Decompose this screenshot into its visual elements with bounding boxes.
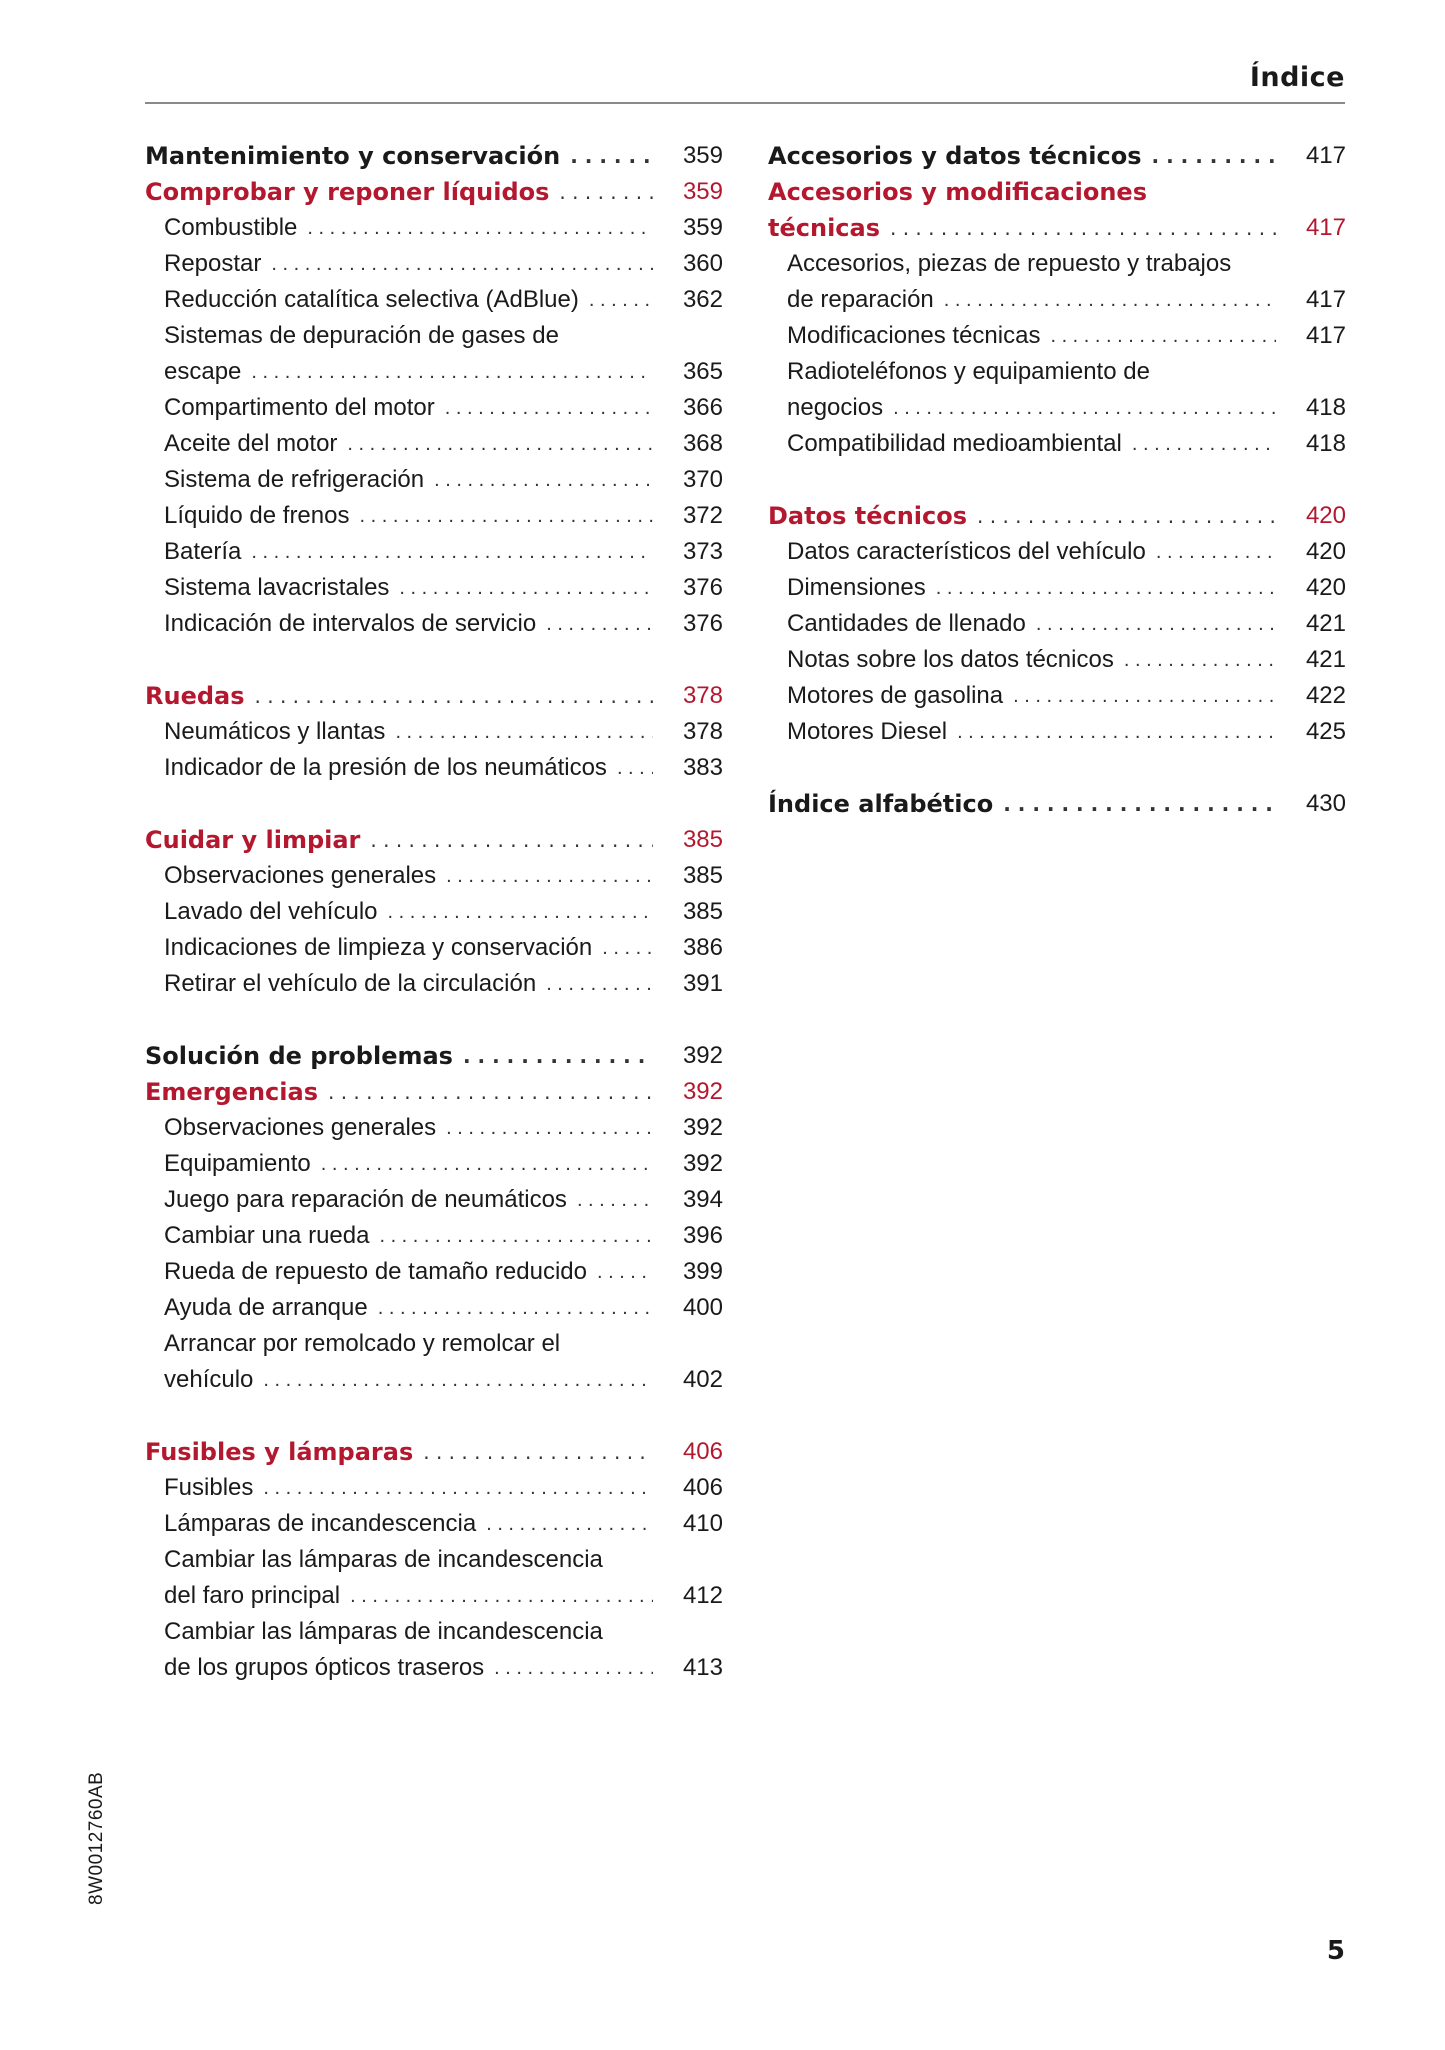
toc-entry-wrapped[interactable]: Radioteléfonos y equipamiento de negocios . . . 418 bbox=[768, 354, 1346, 426]
toc-section[interactable]: Comprobar y reponer líquidos . . . 359 bbox=[145, 174, 723, 210]
dot-leader bbox=[434, 462, 653, 498]
toc-left-column bbox=[145, 138, 723, 1686]
dot-leader bbox=[577, 1182, 653, 1218]
dot-leader bbox=[347, 426, 653, 462]
toc-entry[interactable]: Indicación de intervalos de servicio . . . 376 bbox=[145, 606, 723, 642]
toc-entry[interactable]: Compartimento del motor . . . 366 bbox=[145, 390, 723, 426]
dot-leader bbox=[546, 606, 653, 642]
dot-leader bbox=[1003, 786, 1276, 822]
toc-entry[interactable]: Cantidades de llenado . . . 421 bbox=[768, 606, 1346, 642]
dot-leader bbox=[328, 1074, 653, 1110]
toc-section[interactable]: Fusibles y lámparas . . . 406 bbox=[145, 1434, 723, 1470]
toc-section[interactable]: Ruedas . . . 378 bbox=[145, 678, 723, 714]
toc-section[interactable]: Datos técnicos . . . 420 bbox=[768, 498, 1346, 534]
dot-leader bbox=[1124, 642, 1276, 678]
toc-entry[interactable]: Observaciones generales . . . 392 bbox=[145, 1110, 723, 1146]
toc-section[interactable]: Emergencias . . . 392 bbox=[145, 1074, 723, 1110]
toc-entry[interactable]: Dimensiones . . . 420 bbox=[768, 570, 1346, 606]
dot-leader bbox=[494, 1650, 653, 1686]
toc-entry[interactable]: Sistema lavacristales . . . 376 bbox=[145, 570, 723, 606]
toc-entry[interactable]: Observaciones generales . . . 385 bbox=[145, 858, 723, 894]
dot-leader bbox=[486, 1506, 653, 1542]
dot-leader bbox=[936, 570, 1276, 606]
page-number: 5 bbox=[1326, 1936, 1345, 1966]
toc-entry-wrapped[interactable]: Accesorios, piezas de repuesto y trabajos de reparación . . . 417 bbox=[768, 246, 1346, 318]
toc-entry[interactable]: Repostar . . . 360 bbox=[145, 246, 723, 282]
toc-entry[interactable]: Equipamiento . . . 392 bbox=[145, 1146, 723, 1182]
dot-leader bbox=[1013, 678, 1276, 714]
toc-entry[interactable]: Notas sobre los datos técnicos . . . 421 bbox=[768, 642, 1346, 678]
dot-leader bbox=[350, 1578, 653, 1614]
dot-leader bbox=[1152, 138, 1276, 174]
toc-entry[interactable]: Lámparas de incandescencia . . . 410 bbox=[145, 1506, 723, 1542]
dot-leader bbox=[463, 1038, 653, 1074]
toc-entry[interactable]: Ayuda de arranque . . . 400 bbox=[145, 1290, 723, 1326]
toc-entry[interactable]: Neumáticos y llantas . . . 378 bbox=[145, 714, 723, 750]
toc-entry-wrapped[interactable]: Cambiar las lámparas de incandescencia de los grupos ópticos traseros . . . 413 bbox=[145, 1614, 723, 1686]
dot-leader bbox=[589, 282, 653, 318]
toc-entry[interactable]: Compatibilidad medioambiental . . . 418 bbox=[768, 426, 1346, 462]
toc-entry[interactable]: Indicador de la presión de los neumáticos . . . 383 bbox=[145, 750, 723, 786]
dot-leader bbox=[893, 390, 1276, 426]
toc-entry[interactable]: Motores Diesel . . . 425 bbox=[768, 714, 1346, 750]
dot-leader bbox=[570, 138, 653, 174]
toc-section[interactable]: Cuidar y limpiar . . . 385 bbox=[145, 822, 723, 858]
dot-leader bbox=[1036, 606, 1276, 642]
dot-leader bbox=[977, 498, 1276, 534]
dot-leader bbox=[446, 1110, 653, 1146]
dot-leader bbox=[251, 534, 653, 570]
toc-entry-wrapped[interactable]: Arrancar por remolcado y remolcar el vehículo . . . 402 bbox=[145, 1326, 723, 1398]
dot-leader bbox=[559, 174, 653, 210]
dot-leader bbox=[263, 1470, 653, 1506]
toc-entry[interactable]: Juego para reparación de neumáticos . . . 394 bbox=[145, 1182, 723, 1218]
dot-leader bbox=[395, 714, 653, 750]
dot-leader bbox=[399, 570, 653, 606]
dot-leader bbox=[388, 894, 654, 930]
toc-entry[interactable]: Motores de gasolina . . . 422 bbox=[768, 678, 1346, 714]
toc-entry[interactable]: Líquido de frenos . . . 372 bbox=[145, 498, 723, 534]
toc-entry[interactable]: Retirar el vehículo de la circulación . . . 391 bbox=[145, 966, 723, 1002]
toc-chapter[interactable]: Solución de problemas . . . 392 bbox=[145, 1038, 723, 1074]
page-header-title: Índice bbox=[1249, 62, 1345, 93]
toc-entry-wrapped[interactable]: Cambiar las lámparas de incandescencia del faro principal . . . 412 bbox=[145, 1542, 723, 1614]
dot-leader bbox=[359, 498, 653, 534]
dot-leader bbox=[944, 282, 1276, 318]
toc-chapter[interactable]: Mantenimiento y conservación . . . 359 bbox=[145, 138, 723, 174]
toc-entry[interactable]: Datos característicos del vehículo . . . 420 bbox=[768, 534, 1346, 570]
dot-leader bbox=[263, 1362, 653, 1398]
dot-leader bbox=[321, 1146, 653, 1182]
dot-leader bbox=[370, 822, 653, 858]
toc-entry[interactable]: Sistema de refrigeración . . . 370 bbox=[145, 462, 723, 498]
dot-leader bbox=[546, 966, 653, 1002]
document-id: 8W0012760AB bbox=[86, 1771, 107, 1905]
dot-leader bbox=[890, 210, 1276, 246]
dot-leader bbox=[307, 210, 653, 246]
dot-leader bbox=[446, 858, 653, 894]
toc-entry[interactable]: Fusibles . . . 406 bbox=[145, 1470, 723, 1506]
dot-leader bbox=[1132, 426, 1276, 462]
dot-leader bbox=[251, 354, 653, 390]
toc-entry[interactable]: Batería . . . 373 bbox=[145, 534, 723, 570]
toc-entry-wrapped[interactable]: Sistemas de depuración de gases de escape . . . 365 bbox=[145, 318, 723, 390]
toc-entry[interactable]: Reducción catalítica selectiva (AdBlue) . . . 362 bbox=[145, 282, 723, 318]
toc-entry[interactable]: Aceite del motor . . . 368 bbox=[145, 426, 723, 462]
dot-leader bbox=[379, 1218, 653, 1254]
header-divider bbox=[145, 102, 1345, 104]
toc-chapter[interactable]: Accesorios y datos técnicos . . . 417 bbox=[768, 138, 1346, 174]
toc-entry[interactable]: Indicaciones de limpieza y conservación . . . 386 bbox=[145, 930, 723, 966]
toc-right-column bbox=[768, 138, 1346, 822]
dot-leader bbox=[597, 1254, 653, 1290]
toc-section-wrapped[interactable]: Accesorios y modificaciones técnicas . . . 417 bbox=[768, 174, 1346, 246]
dot-leader bbox=[617, 750, 653, 786]
dot-leader bbox=[1156, 534, 1276, 570]
toc-chapter[interactable]: Índice alfabético . . . 430 bbox=[768, 786, 1346, 822]
toc-entry[interactable]: Cambiar una rueda . . . 396 bbox=[145, 1218, 723, 1254]
toc-entry[interactable]: Combustible . . . 359 bbox=[145, 210, 723, 246]
toc-entry[interactable]: Rueda de repuesto de tamaño reducido . . . 399 bbox=[145, 1254, 723, 1290]
toc-entry[interactable]: Lavado del vehículo . . . 385 bbox=[145, 894, 723, 930]
dot-leader bbox=[423, 1434, 653, 1470]
dot-leader bbox=[602, 930, 653, 966]
dot-leader bbox=[445, 390, 653, 426]
dot-leader bbox=[957, 714, 1276, 750]
dot-leader bbox=[1050, 318, 1276, 354]
dot-leader bbox=[255, 678, 653, 714]
dot-leader bbox=[271, 246, 653, 282]
dot-leader bbox=[378, 1290, 653, 1326]
toc-entry[interactable]: Modificaciones técnicas . . . 417 bbox=[768, 318, 1346, 354]
